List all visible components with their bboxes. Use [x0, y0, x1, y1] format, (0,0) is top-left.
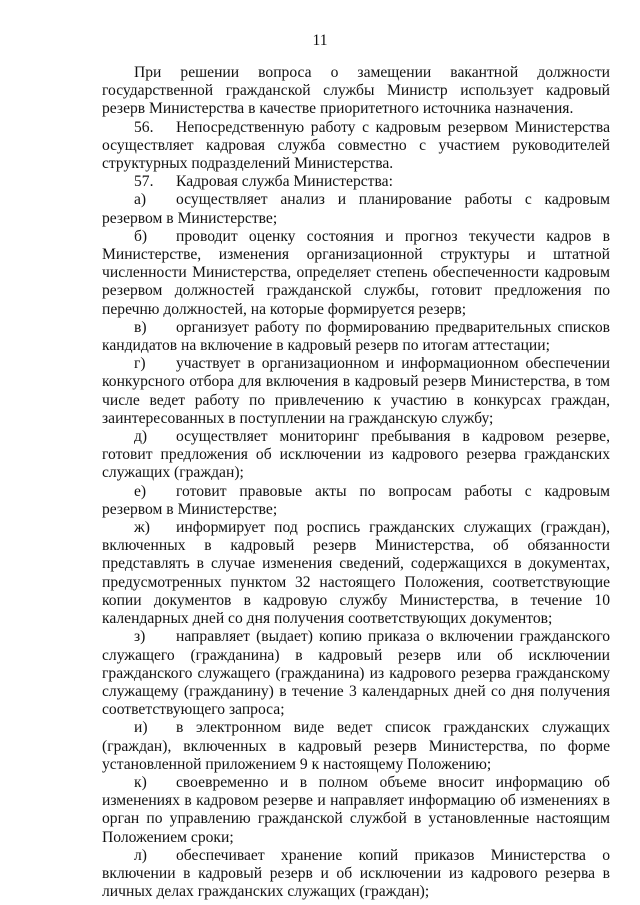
list-item-label: а) — [134, 191, 147, 209]
list-item-k — [102, 774, 610, 847]
paragraph-label: 56. — [134, 118, 154, 136]
paragraph-intro — [102, 64, 610, 119]
list-item-text: организует работу по формированию предварительных списков кандидатов на включение в кадровый резерв по итогам аттестации; — [102, 318, 610, 355]
list-item-text: осуществляет анализ и планирование работы с кадровым резервом в Министерстве; — [102, 191, 610, 227]
list-item-label: е) — [134, 482, 147, 500]
paragraph-text: Кадровая служба Министерства: — [176, 173, 393, 191]
document-body — [102, 64, 610, 901]
paragraph-56 — [102, 119, 610, 174]
list-item-label: д) — [134, 428, 148, 446]
list-item-label: б) — [134, 227, 148, 245]
list-item-v — [102, 319, 610, 355]
list-item-l — [102, 847, 610, 902]
list-item-label: ж) — [134, 519, 150, 537]
list-item-text: осуществляет мониторинг пребывания в кадровом резерве, готовит предложения об исключении из кадрового резерва гражданских служащих (граждан); — [102, 428, 610, 482]
list-item-text: в электронном виде ведет список гражданских служащих (граждан), включенных в кадровый резерв Министерства, по форме установленной приложением 9 к настоящему Положению; — [102, 719, 610, 773]
list-item-text: направляет (выдает) копию приказа о включении гражданского служащего (гражданина) в кадровый резерв или об исключении гражданского служащего (гражданина) из кадрового резерва гражданскому служащему (гражданину) в течение 3 календарных дней со дня получения соответствующего запроса; — [102, 628, 610, 719]
list-item-label: г) — [134, 355, 146, 373]
list-item-label: з) — [134, 628, 146, 646]
list-item-label: к) — [134, 773, 147, 791]
paragraph-label: 57. — [134, 173, 154, 191]
paragraph-text: При решении вопроса о замещении вакантной должности государственной гражданской службы Министр использует кадровый резерв Министерства в качестве приоритетного источника назначения. — [102, 64, 610, 118]
list-item-e — [102, 483, 610, 519]
paragraph-text: Непосредственную работу с кадровым резервом Министерства осуществляет кадровая служба совместно с участием руководителей структурных подразделений Министерства. — [102, 118, 610, 173]
list-item-text: обеспечивает хранение копий приказов Министерства о включении в кадровый резерв и об исключении из кадрового резерва в личных делах гражданских служащих (граждан); — [102, 846, 610, 901]
list-item-d — [102, 428, 610, 483]
page-number: 11 — [312, 32, 328, 49]
list-item-text: информирует под роспись гражданских служащих (граждан), включенных в кадровый резерв Министерства, об обязанности представлять в случае изменения сведений, содержащихся в документах, предусмотренных пунктом 32 настоящего Положения, соответствующие копии документов в кадровую службу Министерства, в течение 10 календарных дней со дня получения соответствующих документов; — [102, 519, 610, 628]
list-item-b — [102, 228, 610, 319]
list-item-z — [102, 628, 610, 719]
list-item-g — [102, 355, 610, 428]
list-item-a — [102, 191, 610, 227]
list-item-zh — [102, 519, 610, 628]
list-item-text: своевременно и в полном объеме вносит информацию об изменениях в кадровом резерве и направляет информацию об изменениях в орган по управлению гражданской службой в установленные настоящим Положением сроки; — [102, 773, 610, 846]
paragraph-57 — [102, 173, 610, 191]
list-item-label: л) — [134, 846, 147, 864]
list-item-text: проводит оценку состояния и прогноз текучести кадров в Министерстве, изменения организационной структуры и штатной численности Министерства, определяет степень обеспеченности кадровым резервом должностей гражданской службы, готовит предложения по перечню должностей, на которые формируется резерв; — [102, 227, 610, 318]
list-item-text: готовит правовые акты по вопросам работы с кадровым резервом в Министерстве; — [102, 482, 610, 518]
list-item-text: участвует в организационном и информационном обеспечении конкурсного отбора для включения в кадровый резерв Министерства, в том числе ведет работу по привлечению к участию в конкурсах граждан, заинтересованных в поступлении на гражданскую службу; — [102, 355, 610, 427]
list-item-i — [102, 719, 610, 774]
list-item-label: и) — [134, 719, 148, 737]
list-item-label: в) — [134, 318, 147, 336]
